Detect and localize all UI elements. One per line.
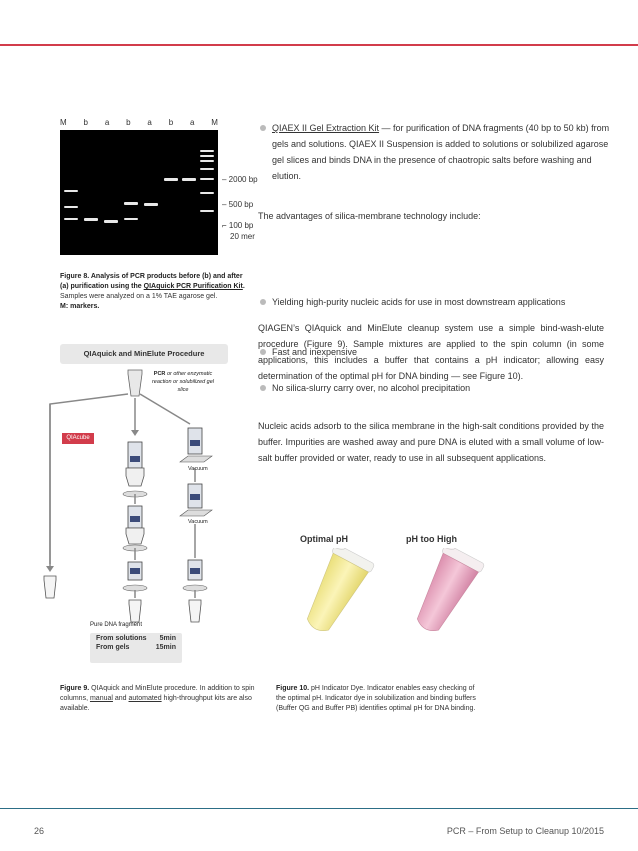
pcr-reaction-label: PCR or other enzymatic reaction or solubilized gel slice (151, 371, 215, 393)
procedure-header: QIAquick and MinElute Procedure (60, 344, 228, 364)
lane-label: b (168, 118, 174, 127)
automated-link[interactable]: automated (128, 695, 162, 702)
time-row: From solutions 5min (96, 635, 176, 642)
paragraph-procedure: QIAGEN’s QIAquick and MinElute cleanup system use a simple bind-wash-elute procedure (Figure 9). Sample mixtures are applied to the spin column (in some applications, this includes a buffer that contains a pH indicator; allowing easy determination of the optimal pH for DNA binding — see Figure 10). (258, 323, 604, 381)
advantages-intro: The advantages of silica-membrane technology include: (258, 211, 481, 221)
lane-label: a (190, 118, 195, 127)
size-marker-500: – 500 bp (222, 200, 254, 209)
lane-label: M (211, 118, 218, 127)
gel-lane-labels (60, 118, 218, 127)
footer-line (0, 808, 638, 809)
qiaquick-kit-link[interactable]: QIAquick PCR Purification Kit (143, 283, 243, 290)
advantage-item: No silica-slurry carry over, no alcohol precipitation (258, 380, 618, 396)
figure8-caption: Figure 8. Analysis of PCR products before (b) and after (a) purification using the QIAquick PCR Purification Kit. Samples were analyzed on a 1% TAE agarose gel. M: markers. (60, 273, 245, 310)
ph-indicator-tubes-image (262, 548, 512, 668)
size-marker-2000: – 2000 bp (222, 175, 258, 184)
lane-label: b (126, 118, 131, 127)
footer-title: PCR – From Setup to Cleanup 10/2015 (446, 826, 604, 836)
agarose-gel-image (60, 130, 218, 255)
size-marker-20mer: 20 mer (230, 232, 255, 241)
qiaex-bullet: QIAEX II Gel Extraction Kit — for purification of DNA fragments (40 bp to 50 kb) from gels and solutions. QIAEX II Suspension is added to solutions or solubilized agarose gel slices and binds DNA in the presence of chaotropic salts before washing and elution. (258, 120, 618, 184)
page-number: 26 (34, 826, 45, 836)
size-marker-100: ⌐ 100 bp (222, 221, 254, 230)
advantage-item: Yielding high-purity nucleic acids for use in most downstream applications (258, 294, 618, 310)
paragraph-adsorption: Nucleic acids adsorb to the silica membrane in the high-salt conditions provided by the buffer. Impurities are washed away and pure DNA is eluted with a small volume of low-salt buffer provided or water, ready to use in all subsequent applications. (258, 421, 604, 463)
vacuum-label: Vacuum (188, 519, 208, 525)
time-row: From gels 15min (96, 644, 176, 651)
time-box (90, 633, 182, 663)
top-accent-line (0, 44, 638, 46)
lane-label: b (83, 118, 88, 127)
optimal-ph-label: Optimal pH (300, 534, 349, 544)
vacuum-label: Vacuum (188, 466, 208, 472)
advantage-item: Fast and inexpensive (258, 344, 618, 360)
ph-too-high-label: pH too High (406, 534, 457, 544)
lane-label: a (147, 118, 152, 127)
qiaex-kit-link[interactable]: QIAEX II Gel Extraction Kit (272, 123, 380, 133)
procedure-diagram (40, 364, 240, 626)
figure10-caption: Figure 10. pH Indicator Dye. Indicator enables easy checking of the optimal pH. Indicator dye in solubilization and binding buffers (Buffer QG and Buffer PB) identifies optimal pH for DNA binding. (276, 685, 476, 712)
manual-link[interactable]: manual (89, 695, 113, 702)
figure9-caption: Figure 9. QIAquick and MinElute procedure. In addition to spin columns, manual and automated high-throughput kits are also available. (60, 685, 255, 712)
lane-label: M (60, 118, 67, 127)
qiacube-badge: QIAcube (62, 433, 94, 444)
pure-dna-label: Pure DNA fragment (90, 622, 143, 628)
lane-label: a (104, 118, 110, 127)
